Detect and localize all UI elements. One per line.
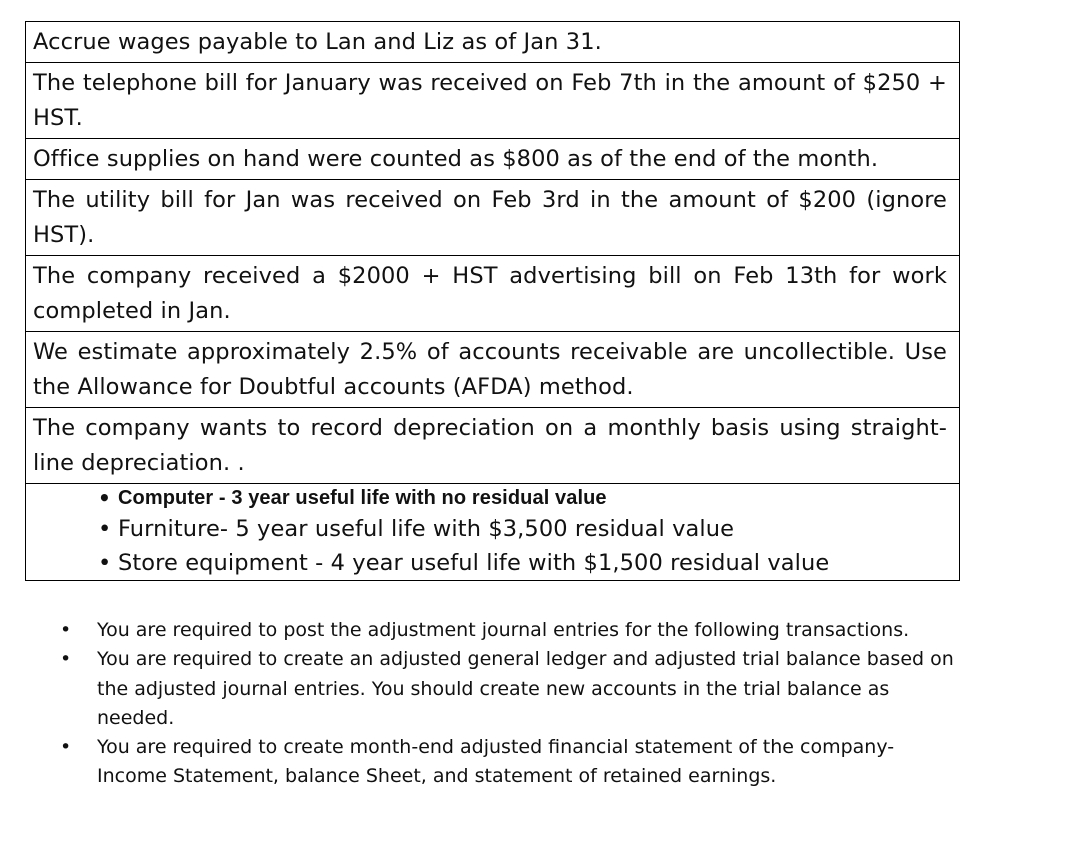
transactions-table [25,21,960,581]
depreciation-item-computer: • Computer - 3 year useful life with no residual value [98,484,959,512]
transaction-row: We estimate approximately 2.5% of accounts receivable are uncollectible. Use the Allowance for Doubtful accounts (AFDA) method. [26,332,959,408]
depreciation-list-row [26,484,959,581]
transaction-row: Office supplies on hand were counted as $800 as of the end of the month. [26,139,959,180]
transaction-row: The company wants to record depreciation on a monthly basis using straight-line depreciation. . [26,408,959,484]
requirement-item: • You are required to create an adjusted general ledger and adjusted trial balance based on the adjusted journal entries. You should create new accounts in the trial balance as needed. [60,645,960,733]
requirement-item: • You are required to create month-end adjusted financial statement of the company- Income Statement, balance Sheet, and statement of retained earnings. [60,733,960,792]
requirements-list [60,616,960,792]
requirement-item: • You are required to post the adjustment journal entries for the following transactions. [60,616,960,645]
transaction-row: The company received a $2000 + HST advertising bill on Feb 13th for work completed in Jan. [26,256,959,332]
depreciation-list [26,484,959,580]
depreciation-item-furniture: • Furniture- 5 year useful life with $3,500 residual value [98,512,959,546]
transaction-row: The telephone bill for January was received on Feb 7th in the amount of $250 + HST. [26,63,959,139]
transaction-row: The utility bill for Jan was received on Feb 3rd in the amount of $200 (ignore HST). [26,180,959,256]
transaction-row: Accrue wages payable to Lan and Liz as of Jan 31. [26,22,959,63]
depreciation-item-store-equipment: • Store equipment - 4 year useful life with $1,500 residual value [98,546,959,580]
